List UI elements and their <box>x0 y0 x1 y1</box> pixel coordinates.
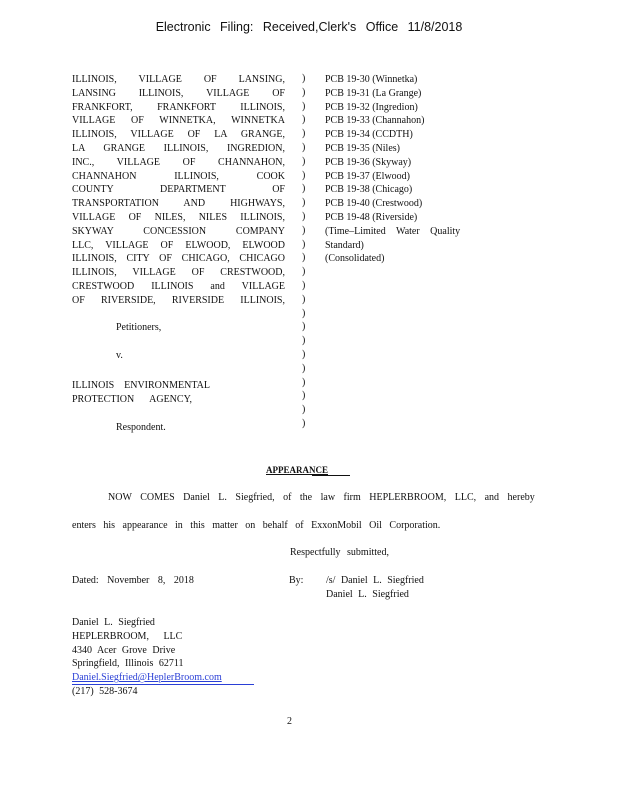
parenthesis-mark: ) <box>302 114 306 126</box>
parenthesis-mark: ) <box>302 238 306 250</box>
case-number: PCB 19-37 (Elwood) <box>325 170 410 182</box>
case-number: PCB 19-48 (Riverside) <box>325 211 418 223</box>
case-number: PCB 19-36 (Skyway) <box>325 156 412 168</box>
closing-text: Respectfully submitted, <box>290 547 389 558</box>
caption-line: VILLAGE OF WINNETKA, WINNETKA <box>72 115 285 127</box>
parenthesis-mark: ) <box>302 279 306 291</box>
caption-line: CRESTWOOD ILLINOIS and VILLAGE <box>72 280 285 292</box>
parenthesis-mark: ) <box>302 183 306 195</box>
caption-line: COUNTY DEPARTMENT OF <box>72 184 285 196</box>
parenthesis-mark: ) <box>302 390 306 402</box>
caption-line: OF RIVERSIDE, RIVERSIDE ILLINOIS, <box>72 294 285 306</box>
parenthesis-mark: ) <box>302 128 306 140</box>
appearance-underline <box>312 475 350 476</box>
respondent-label: Respondent. <box>116 422 166 433</box>
contact-email-link[interactable]: Daniel.Siegfried@HeplerBroom.com <box>72 672 222 684</box>
parenthesis-mark: ) <box>302 86 306 98</box>
parenthesis-mark: ) <box>302 169 306 181</box>
parenthesis-mark: ) <box>302 266 306 278</box>
case-number: PCB 19-30 (Winnetka) <box>325 74 418 85</box>
parenthesis-mark: ) <box>302 335 306 347</box>
case-note: Standard) <box>325 239 364 251</box>
case-number: PCB 19-40 (Crestwood) <box>325 198 423 210</box>
contact-phone: (217) 528-3674 <box>72 685 138 697</box>
respondent-line: PROTECTION AGENCY, <box>72 393 192 405</box>
page-number: 2 <box>287 716 292 727</box>
caption-line: LLC, VILLAGE OF ELWOOD, ELWOOD <box>72 239 285 251</box>
case-number: PCB 19-34 (CCDTH) <box>325 129 413 141</box>
appearance-title: APPEARANCE <box>266 465 328 475</box>
case-number: PCB 19-32 (Ingredion) <box>325 101 418 113</box>
contact-address: 4340 Acer Grove Drive <box>72 644 176 656</box>
parenthesis-mark: ) <box>302 307 306 319</box>
parenthesis-mark: ) <box>302 155 306 167</box>
signature-line: /s/ Daniel L. Siegfried <box>326 575 424 586</box>
caption-line: LANSING ILLINOIS, VILLAGE OF <box>72 87 285 99</box>
case-number: PCB 19-33 (Channahon) <box>325 115 425 127</box>
parenthesis-mark: ) <box>302 404 306 416</box>
caption-parenthesis-column <box>302 72 305 431</box>
caption-line: VILLAGE OF NILES, NILES ILLINOIS, <box>72 211 285 223</box>
body-line: enters his appearance in this matter on behalf of ExxonMobil Oil Corporation. <box>72 520 441 531</box>
respondent-line: ILLINOIS ENVIRONMENTAL <box>72 380 210 391</box>
filing-stamp-header: Electronic Filing: Received,Clerk's Office 11/8/2018 <box>155 20 463 34</box>
caption-line: FRANKFORT, FRANKFORT ILLINOIS, <box>72 101 285 113</box>
parenthesis-mark: ) <box>302 141 306 153</box>
caption-parties <box>72 73 285 308</box>
signer-name: Daniel L. Siegfried <box>326 589 409 600</box>
parenthesis-mark: ) <box>302 252 306 264</box>
caption-line: ILLINOIS, VILLAGE OF LANSING, <box>72 74 285 85</box>
petitioners-label: Petitioners, <box>116 322 162 333</box>
by-label: By: <box>289 575 304 586</box>
email-underline <box>72 684 254 685</box>
body-line: NOW COMES Daniel L. Siegfried, of the law firm HEPLERBROOM, LLC, and hereby <box>108 492 535 503</box>
caption-line: ILLINOIS, CITY OF CHICAGO, CHICAGO <box>72 253 285 265</box>
versus-label: v. <box>116 350 123 361</box>
caption-line: CHANNAHON ILLINOIS, COOK <box>72 170 285 182</box>
case-numbers <box>325 73 460 266</box>
contact-name: Daniel L. Siegfried <box>72 617 155 628</box>
case-note: (Time–Limited Water Quality <box>325 225 461 237</box>
case-number: PCB 19-35 (Niles) <box>325 142 400 154</box>
parenthesis-mark: ) <box>302 224 306 236</box>
parenthesis-mark: ) <box>302 321 306 333</box>
case-number: PCB 19-31 (La Grange) <box>325 87 422 99</box>
parenthesis-mark: ) <box>302 197 306 209</box>
parenthesis-mark: ) <box>302 348 306 360</box>
case-note: (Consolidated) <box>325 253 385 265</box>
case-number: PCB 19-38 (Chicago) <box>325 184 413 196</box>
respondent-name <box>72 379 210 407</box>
parenthesis-mark: ) <box>302 417 306 429</box>
caption-line: ILLINOIS, VILLAGE OF CRESTWOOD, <box>72 267 285 279</box>
parenthesis-mark: ) <box>302 100 306 112</box>
dated-line: Dated: November 8, 2018 <box>72 575 194 586</box>
caption-line: INC., VILLAGE OF CHANNAHON, <box>72 156 285 168</box>
contact-block <box>72 616 222 699</box>
parenthesis-mark: ) <box>302 73 306 84</box>
caption-line: SKYWAY CONCESSION COMPANY <box>72 225 285 237</box>
caption-line: ILLINOIS, VILLAGE OF LA GRANGE, <box>72 129 285 141</box>
parenthesis-mark: ) <box>302 293 306 305</box>
parenthesis-mark: ) <box>302 362 306 374</box>
parenthesis-mark: ) <box>302 376 306 388</box>
caption-line: LA GRANGE ILLINOIS, INGREDION, <box>72 142 285 154</box>
contact-firm: HEPLERBROOM, LLC <box>72 630 183 642</box>
contact-city: Springfield, Illinois 62711 <box>72 658 184 670</box>
parenthesis-mark: ) <box>302 210 306 222</box>
caption-line: TRANSPORTATION AND HIGHWAYS, <box>72 198 285 210</box>
